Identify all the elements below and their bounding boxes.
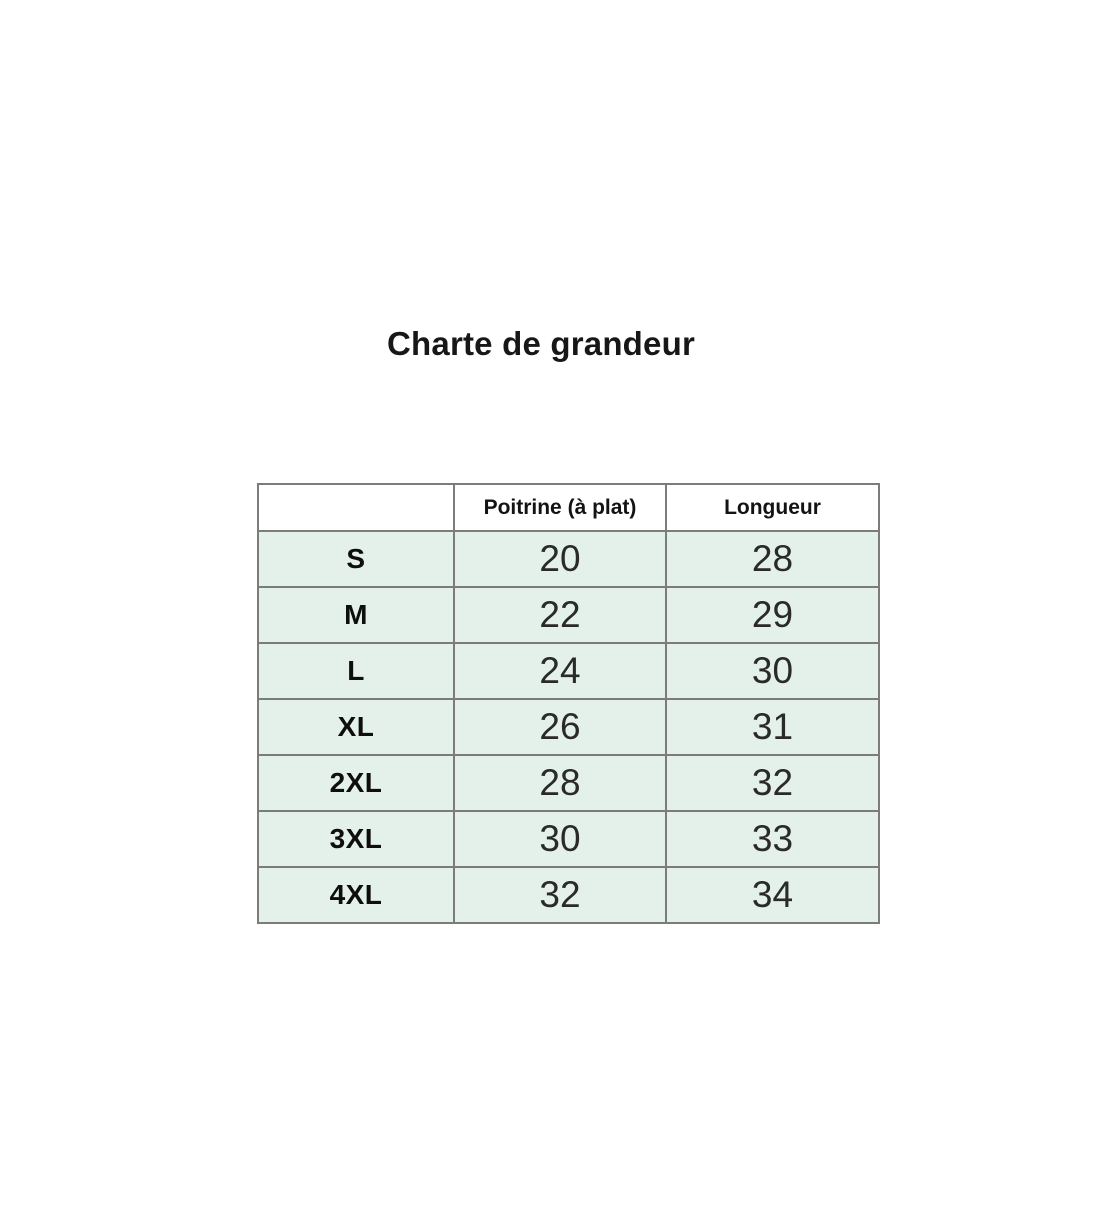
- size-label: 2XL: [258, 755, 454, 811]
- poitrine-value: 22: [454, 587, 666, 643]
- size-chart-table: [257, 483, 880, 924]
- header-cell-longueur: Longueur: [666, 484, 879, 531]
- longueur-value: 33: [666, 811, 879, 867]
- longueur-value: 32: [666, 755, 879, 811]
- longueur-value: 30: [666, 643, 879, 699]
- table-row: [258, 811, 879, 867]
- poitrine-value: 20: [454, 531, 666, 587]
- longueur-value: 34: [666, 867, 879, 923]
- size-label: M: [258, 587, 454, 643]
- table-row: [258, 643, 879, 699]
- poitrine-value: 30: [454, 811, 666, 867]
- size-label: 3XL: [258, 811, 454, 867]
- longueur-value: 28: [666, 531, 879, 587]
- table-row: [258, 867, 879, 923]
- header-cell-empty: [258, 484, 454, 531]
- poitrine-value: 28: [454, 755, 666, 811]
- poitrine-value: 26: [454, 699, 666, 755]
- size-label: 4XL: [258, 867, 454, 923]
- table-row: [258, 587, 879, 643]
- poitrine-value: 32: [454, 867, 666, 923]
- size-label: S: [258, 531, 454, 587]
- table-row: [258, 755, 879, 811]
- header-cell-poitrine: Poitrine (à plat): [454, 484, 666, 531]
- page-title: Charte de grandeur: [387, 325, 695, 362]
- table-header-row: [258, 484, 879, 531]
- longueur-value: 31: [666, 699, 879, 755]
- table-row: [258, 531, 879, 587]
- poitrine-value: 24: [454, 643, 666, 699]
- size-label: L: [258, 643, 454, 699]
- size-label: XL: [258, 699, 454, 755]
- table-row: [258, 699, 879, 755]
- longueur-value: 29: [666, 587, 879, 643]
